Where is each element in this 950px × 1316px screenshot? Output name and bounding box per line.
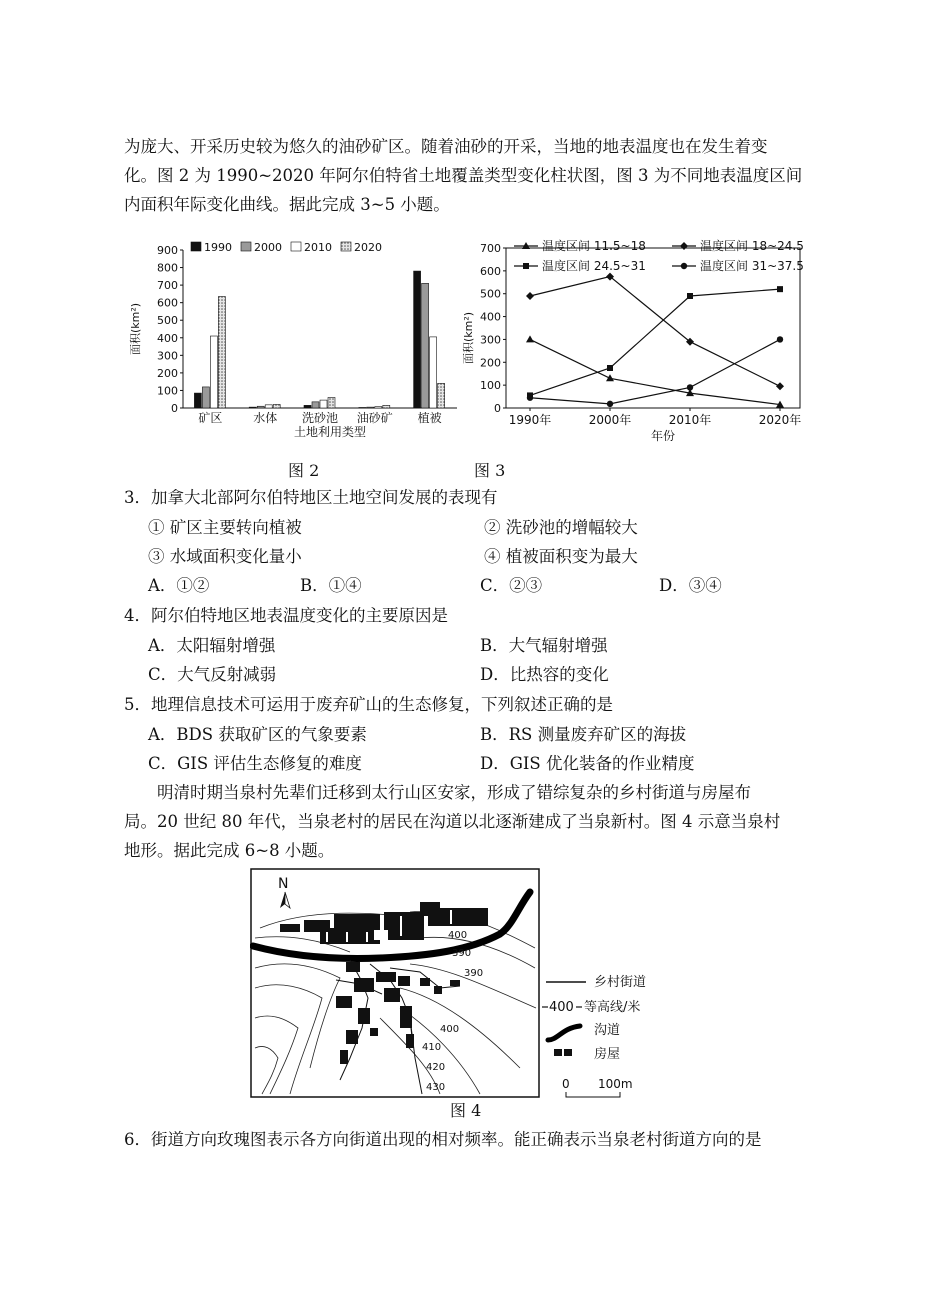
fig2-y-tick-label: 900 [157,244,178,257]
fig3-x-axis-title: 年份 [650,429,676,443]
legend-channel-symbol [548,1026,580,1040]
fig2-y-tick-label: 500 [157,314,178,328]
q5-stem: 5．地理信息技术可运用于废弃矿山的生态修复，下列叙述正确的是 [124,695,613,714]
scale-distance: 100m [598,1077,633,1091]
figure-2-bar-chart [125,236,465,448]
fig3-point [680,242,688,250]
fig2-legend-swatch [291,242,301,251]
fig2-bar-2000 [422,283,429,408]
legend-house-label: 房屋 [594,1047,621,1062]
q4-option-c: C．大气反射减弱 [148,665,277,684]
scale-bar [566,1092,620,1097]
fig3-y-tick-label: 700 [480,242,501,255]
fig2-bar-2010 [265,405,272,408]
intro-line-2: 化。图 2 为 1990~2020 年阿尔伯特省土地覆盖类型变化柱状图，图 3 为不同地表温度区间 [124,166,803,185]
fig3-x-tick-label: 1990年 [508,413,552,427]
fig3-legend-label: 温度区间 31~37.5 [700,259,804,273]
fig2-bar-2020 [328,397,335,408]
fig2-bar-2010 [210,336,217,408]
q3-option-b: B．①④ [300,576,362,595]
q5-option-c: C．GIS 评估生态修复的难度 [148,754,362,773]
fig2-legend-label: 2020 [354,241,382,254]
fig3-y-tick-label: 300 [480,333,501,347]
fig3-x-tick-label: 2010年 [668,413,712,427]
fig2-y-axis-title: 面积(km²) [129,302,142,356]
contour-label-2: 390 [452,948,472,959]
fig2-legend-label: 2000 [254,241,282,254]
fig3-point [526,292,534,300]
fig2-bar-1990 [414,271,421,408]
fig2-bar-2010 [320,400,327,408]
fig3-point [523,263,529,269]
fig3-legend-label: 温度区间 24.5~31 [542,259,646,273]
fig3-point [607,401,613,407]
fig2-y-tick-label: 700 [157,279,178,293]
fig2-category-label: 水体 [253,411,278,425]
fig2-category-label: 植被 [417,411,442,425]
fig3-x-tick-label: 2020年 [758,413,802,427]
figure-4-map [250,868,670,1104]
fig2-bar-1990 [304,405,311,408]
intro-line-3: 内面积年际变化曲线。据此完成 3~5 小题。 [124,195,450,214]
fig2-bar-2000 [257,406,264,408]
fig3-point [526,335,534,342]
passage-2-line-1: 明清时期当泉村先辈们迁移到太行山区安家，形成了错综复杂的乡村街道与房屋布 [157,783,751,802]
legend-contour-sample: 400 [549,1000,574,1015]
contour-label-3: 390 [464,968,484,979]
fig2-bar-2010 [430,337,437,408]
figure-2-caption: 图 2 [288,461,320,480]
figure-3-line-chart [462,234,807,448]
fig2-bar-2020 [383,405,390,408]
fig3-legend-label: 温度区间 11.5~18 [542,239,646,253]
fig2-y-tick-label: 0 [171,402,178,415]
fig2-category-label: 矿区 [198,411,223,425]
fig2-category-label: 洗砂池 [301,411,339,425]
intro-line-1: 为庞大、开采历史较为悠久的油砂矿区。随着油砂的开采，当地的地表温度也在发生着变 [124,137,768,156]
map-frame [251,869,539,1097]
q3-statement-3: ③ 水域面积变化量小 [148,547,302,566]
fig2-y-tick-label: 600 [157,296,178,310]
fig3-y-axis-title: 面积(km²) [462,311,475,365]
fig3-y-tick-label: 200 [480,356,501,370]
fig2-bar-2000 [312,402,319,408]
fig3-series-line [530,339,780,403]
fig3-y-tick-label: 400 [480,310,501,324]
q5-option-d: D．GIS 优化装备的作业精度 [480,754,695,773]
q3-statement-1: ① 矿区主要转向植被 [148,518,302,537]
fig2-bar-2010 [375,407,382,408]
fig2-bar-2020 [273,404,280,408]
fig2-y-tick-label: 100 [157,384,178,398]
fig3-point [527,395,533,401]
q3-option-c: C．②③ [480,576,543,595]
contour-label-1: 400 [448,930,468,941]
north-label: N [278,876,289,892]
map-legend [542,974,646,1097]
passage-2-line-3: 地形。据此完成 6~8 小题。 [124,841,335,860]
q6-stem: 6．街道方向玫瑰图表示各方向街道出现的相对频率。能正确表示当泉老村街道方向的是 [124,1130,762,1149]
fig2-bar-1990 [249,407,256,408]
fig2-bar-2020 [438,383,445,408]
fig3-point [607,365,613,371]
fig3-x-tick-label: 2000年 [588,413,632,427]
scale-zero: 0 [562,1077,570,1091]
fig3-point [687,384,693,390]
passage-2 [124,778,824,865]
contour-label-7: 430 [426,1082,446,1093]
fig2-legend-swatch [191,242,201,251]
fig3-y-tick-label: 500 [480,287,501,301]
q3-stem: 3．加拿大北部阿尔伯特地区土地空间发展的表现有 [124,488,498,507]
fig3-point [687,293,693,299]
fig2-legend-label: 2010 [304,241,332,254]
fig3-y-tick-label: 100 [480,379,501,393]
fig2-legend-swatch [341,242,351,251]
fig3-point [776,382,784,390]
fig2-bar-1990 [194,393,201,408]
fig3-series-line [530,277,780,387]
legend-street-label: 乡村街道 [594,975,647,990]
fig2-x-axis-title: 土地利用类型 [293,425,367,439]
q3-option-d: D．③④ [659,576,722,595]
q5-option-b: B．RS 测量废弃矿区的海拔 [480,725,687,744]
q4-option-b: B．大气辐射增强 [480,636,608,655]
fig2-y-tick-label: 800 [157,261,178,275]
fig2-y-tick-label: 200 [157,366,178,380]
q3-statement-2: ② 洗砂池的增幅较大 [484,518,638,537]
fig2-y-tick-label: 300 [157,349,178,363]
legend-channel-label: 沟道 [594,1023,621,1038]
legend-contour-label: 等高线/米 [584,1000,641,1015]
fig2-bar-2000 [367,407,374,408]
figure-3-caption: 图 3 [474,461,506,480]
fig3-y-tick-label: 600 [480,264,501,278]
contour-label-5: 410 [422,1042,442,1053]
q3-statement-4: ④ 植被面积变为最大 [484,547,638,566]
fig2-bar-2020 [218,297,225,408]
contour-label-6: 420 [426,1062,446,1073]
intro-paragraph [124,132,824,219]
fig3-legend-label: 温度区间 18~24.5 [700,239,804,253]
contour-label-4: 400 [440,1024,460,1035]
fig2-legend-swatch [241,242,251,251]
fig3-y-tick-label: 0 [494,402,501,415]
q3-option-a: A．①② [148,576,210,595]
passage-2-line-2: 局。20 世纪 80 年代，当泉老村的居民在沟道以北逐渐建成了当泉新村。图 4 示意当泉村 [124,812,781,831]
q4-option-d: D．比热容的变化 [480,665,609,684]
q5-option-a: A．BDS 获取矿区的气象要素 [148,725,367,744]
fig2-category-label: 油砂矿 [356,411,393,425]
q4-option-a: A．太阳辐射增强 [148,636,276,655]
q4-stem: 4．阿尔伯特地区地表温度变化的主要原因是 [124,606,448,625]
fig3-point [777,286,783,292]
fig3-point [777,336,783,342]
legend-house-symbol [554,1049,562,1056]
fig3-point [681,263,687,269]
fig2-legend-label: 1990 [204,241,232,254]
fig3-point [606,374,614,381]
fig2-y-tick-label: 400 [157,331,178,345]
fig3-series-line [530,289,780,395]
fig2-bar-1990 [359,407,366,408]
fig2-bar-2000 [202,387,209,408]
figure-4-caption: 图 4 [450,1101,482,1120]
